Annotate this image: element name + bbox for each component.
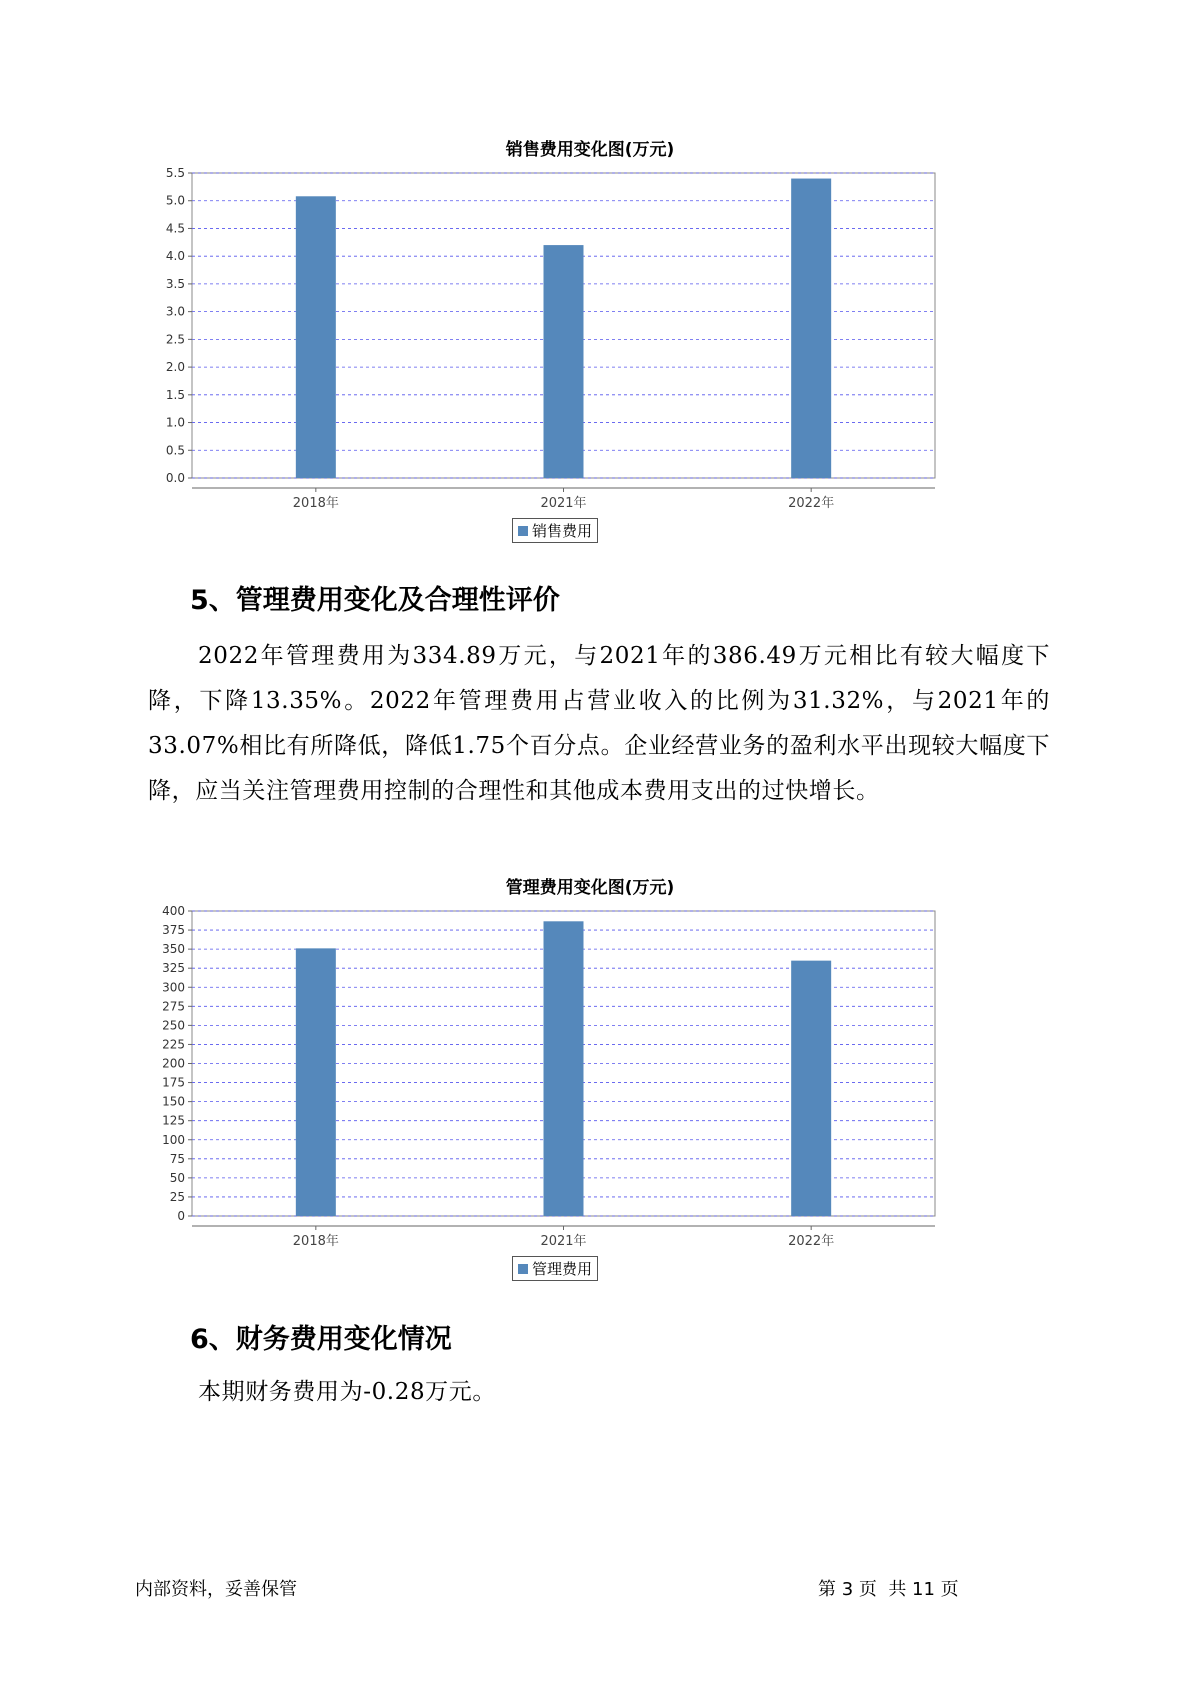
legend-swatch xyxy=(518,526,528,536)
section6-paragraph: 本期财务费用为-0.28万元。 xyxy=(198,1379,496,1405)
y-tick-label: 175 xyxy=(162,1075,185,1090)
y-tick-label: 300 xyxy=(162,980,185,995)
y-tick-label: 2.5 xyxy=(165,332,185,347)
y-tick-label: 50 xyxy=(169,1170,185,1185)
y-tick-label: 3.5 xyxy=(165,276,185,291)
y-tick-label: 5.0 xyxy=(165,193,185,208)
y-tick-label: 75 xyxy=(169,1151,185,1166)
admin-chart-svg xyxy=(150,903,1030,1283)
bar xyxy=(791,961,831,1216)
y-tick-label: 1.0 xyxy=(165,415,185,430)
sales-chart-title: 销售费用变化图(万元) xyxy=(505,140,675,160)
bar xyxy=(791,179,831,478)
y-tick-label: 375 xyxy=(162,923,185,938)
y-tick-label: 100 xyxy=(162,1132,185,1147)
section6-heading: 6、财务费用变化情况 xyxy=(190,1324,452,1355)
y-tick-label: 2.0 xyxy=(165,360,185,375)
y-tick-label: 200 xyxy=(162,1056,185,1071)
admin-chart-title: 管理费用变化图(万元) xyxy=(505,878,675,898)
y-tick-label: 3.0 xyxy=(165,304,185,319)
x-tick-label: 2022年 xyxy=(788,1234,835,1249)
sales-chart-legend xyxy=(512,518,598,543)
y-tick-label: 350 xyxy=(162,942,185,957)
y-tick-label: 5.5 xyxy=(165,166,185,180)
admin-legend-label: 管理费用 xyxy=(532,1260,593,1278)
sales-expense-chart xyxy=(150,130,1030,550)
section5-paragraph: 2022年管理费用为334.89万元，与2021年的386.49万元相比有较大幅度下降，下降13.35%。2022年管理费用占营业收入的比例为31.32%，与2021年的33.07%相比有所降低，降低1.75个百分点。企业经营业务的盈利水平出现较大幅度下降，应当关注管理费用控制的合理性和其他成本费用支出的过快增长。 xyxy=(148,643,1050,804)
y-tick-label: 0.5 xyxy=(165,443,185,458)
bar xyxy=(544,245,584,478)
y-tick-label: 25 xyxy=(169,1189,185,1204)
x-tick-label: 2021年 xyxy=(540,496,587,511)
legend-swatch xyxy=(518,1264,528,1274)
x-tick-label: 2021年 xyxy=(540,1234,587,1249)
admin-expense-chart xyxy=(150,868,1030,1288)
y-tick-label: 0.0 xyxy=(165,471,185,485)
x-tick-label: 2018年 xyxy=(292,496,339,511)
y-tick-label: 125 xyxy=(162,1113,185,1128)
admin-chart-legend xyxy=(512,1256,598,1281)
y-tick-label: 4.0 xyxy=(165,249,185,264)
x-tick-label: 2022年 xyxy=(788,496,835,511)
y-tick-label: 150 xyxy=(162,1094,185,1109)
sales-legend-label: 销售费用 xyxy=(532,522,593,540)
y-tick-label: 275 xyxy=(162,999,185,1014)
y-tick-label: 400 xyxy=(162,904,185,918)
footer-left: 内部资料，妥善保管 xyxy=(135,1579,297,1600)
y-tick-label: 1.5 xyxy=(165,387,185,402)
footer-page-number: 第 3 页 共 11 页 xyxy=(818,1579,959,1600)
section5-heading: 5、管理费用变化及合理性评价 xyxy=(190,585,560,616)
y-tick-label: 250 xyxy=(162,1018,185,1033)
y-tick-label: 325 xyxy=(162,961,185,976)
bar xyxy=(544,921,584,1216)
y-tick-label: 225 xyxy=(162,1037,185,1052)
y-tick-label: 0 xyxy=(177,1209,185,1223)
x-tick-label: 2018年 xyxy=(292,1234,339,1249)
bar xyxy=(296,948,336,1216)
sales-chart-svg xyxy=(150,165,1030,545)
bar xyxy=(296,196,336,478)
y-tick-label: 4.5 xyxy=(165,221,185,236)
